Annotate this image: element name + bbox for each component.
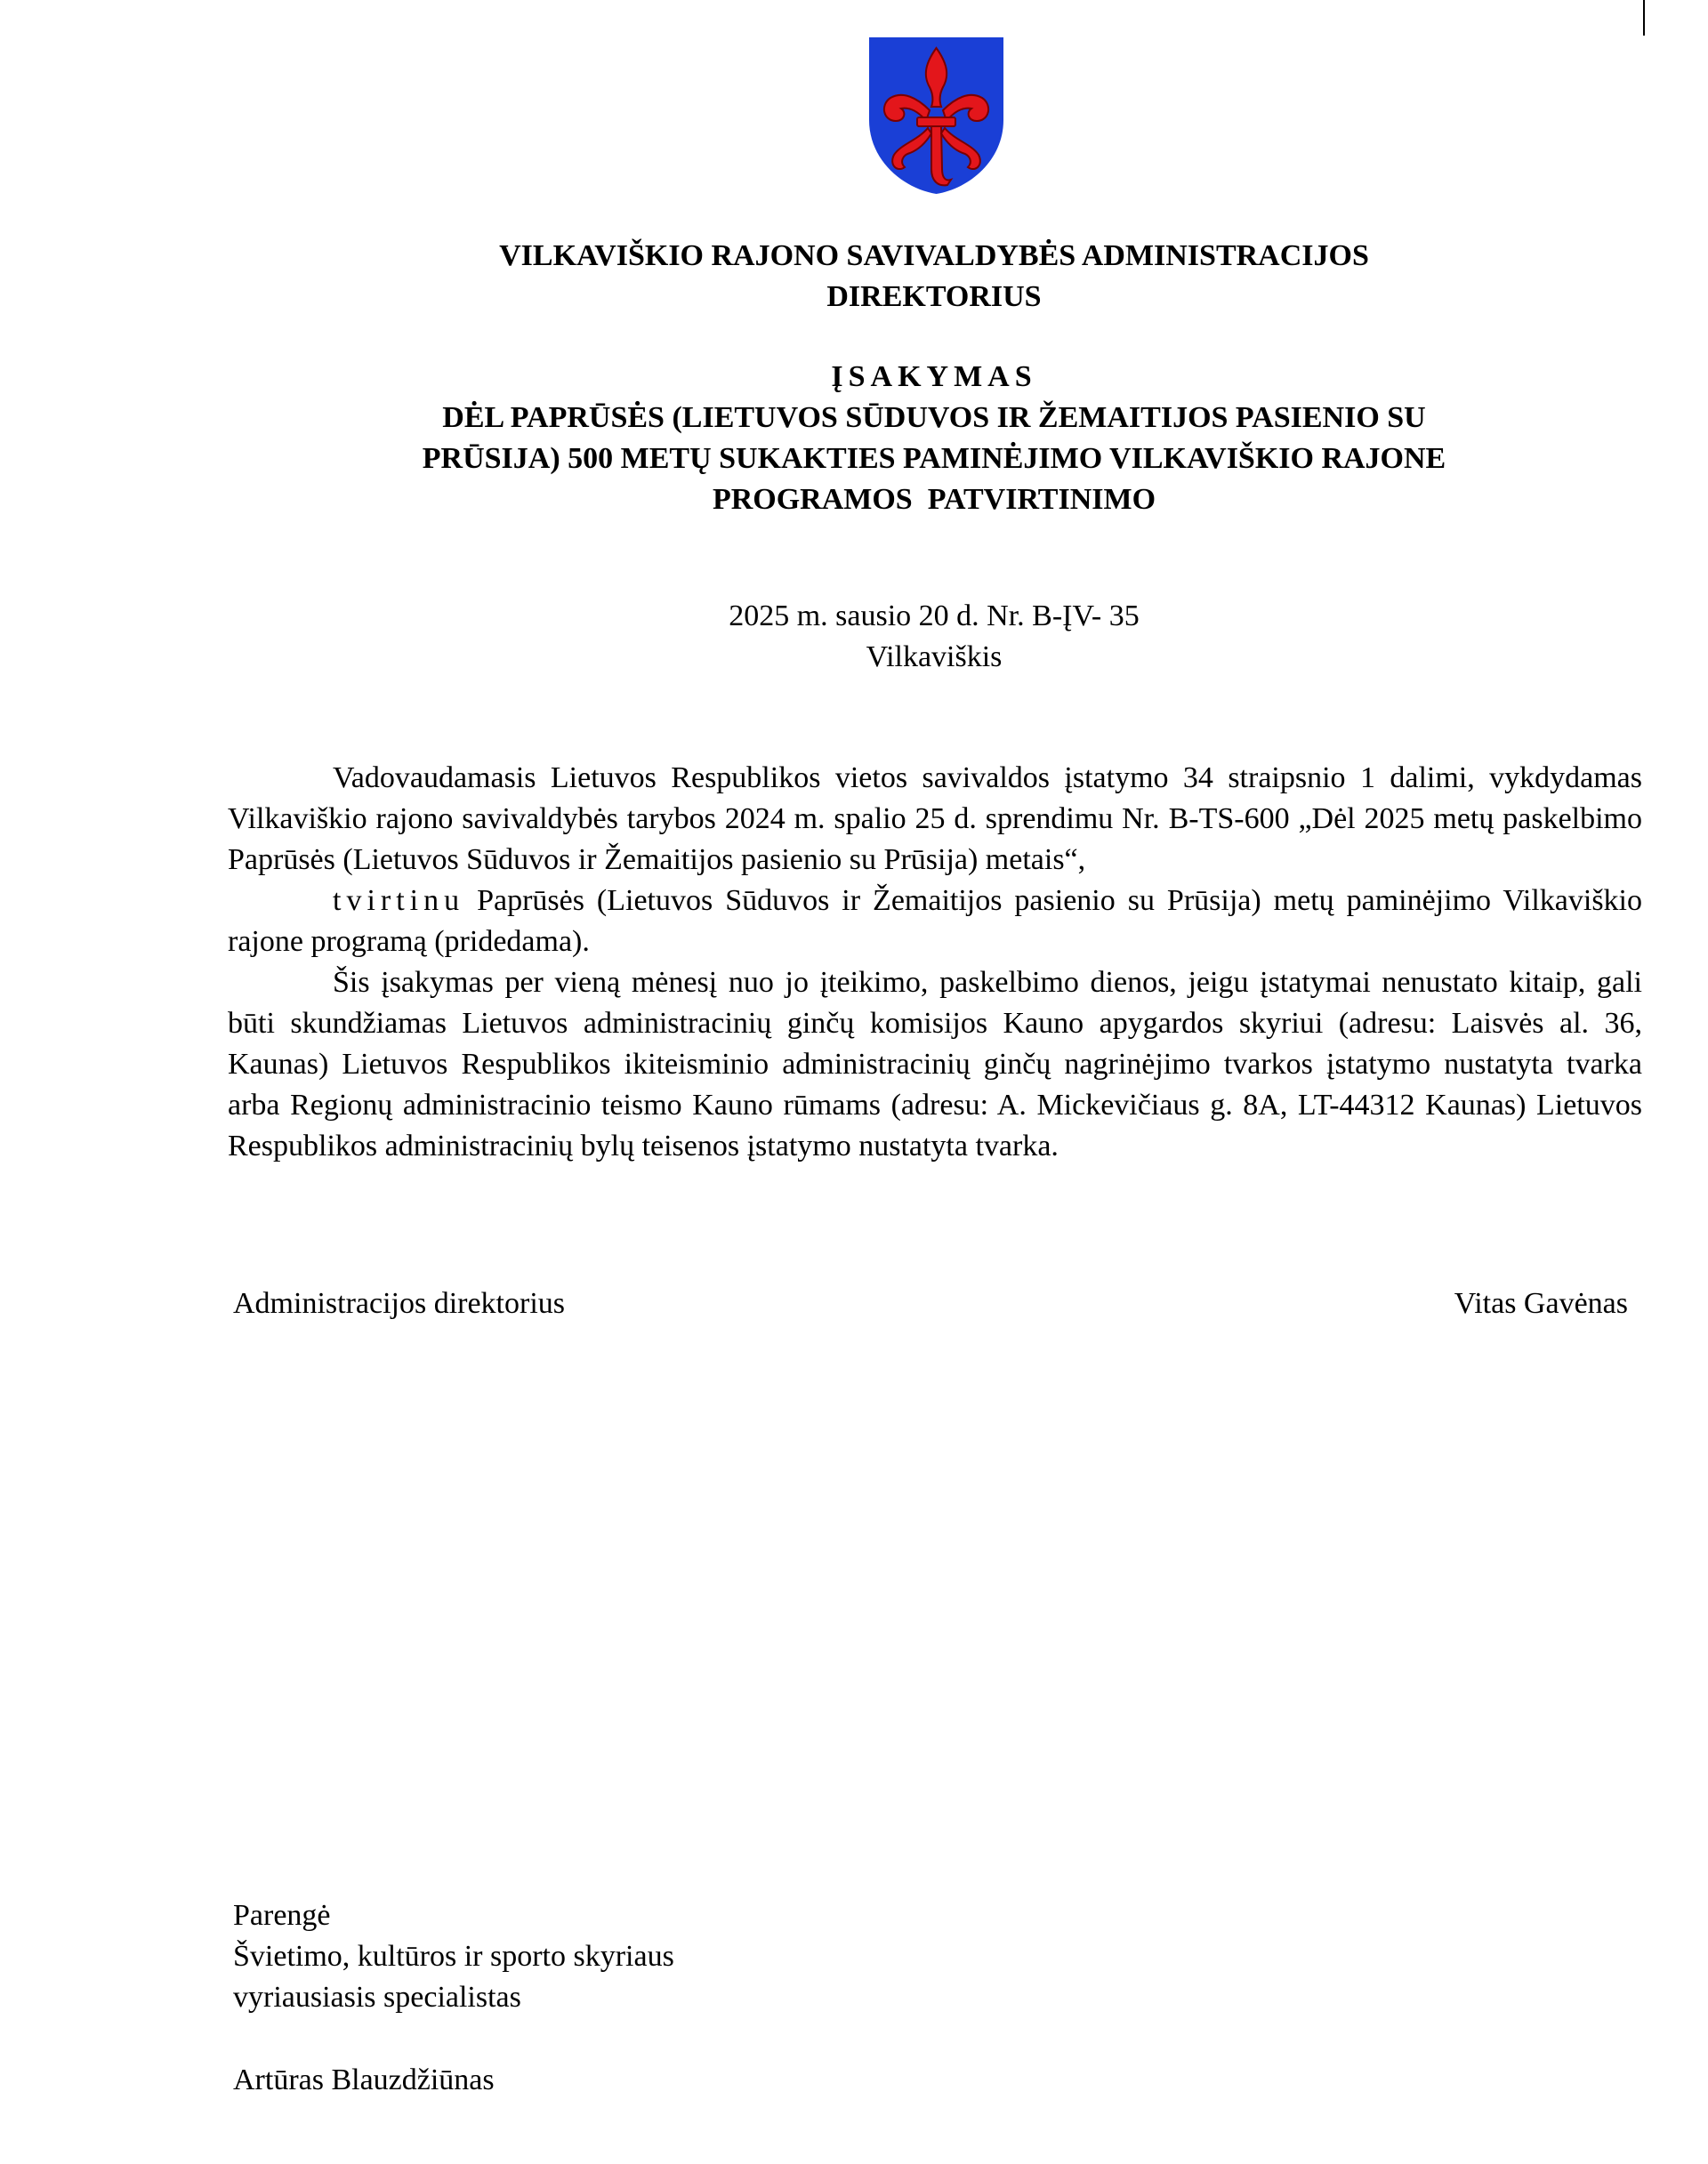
signature-block — [233, 1283, 1628, 1324]
order-type: ĮSAKYMAS — [831, 360, 1037, 393]
order-body — [228, 758, 1642, 1167]
order-date-number: 2025 m. sausio 20 d. Nr. B-ĮV- 35 — [729, 599, 1140, 632]
order-heading — [338, 357, 1530, 520]
signatory-position: Administracijos direktorius — [233, 1287, 566, 1320]
body-paragraph-2 — [228, 881, 1642, 962]
prepared-by-department: Švietimo, kultūros ir sporto skyriaus — [233, 1940, 674, 1973]
text-cursor — [1643, 0, 1645, 36]
order-place: Vilkaviškis — [866, 640, 1003, 673]
order-title-line-3: PROGRAMOS PATVIRTINIMO — [712, 483, 1156, 516]
body-paragraph-3: Šis įsakymas per vieną mėnesį nuo jo įteikimo, paskelbimo dienos, jeigu įstatymai nenustato kitaip, gali būti skundžiamas Lietuvos administracinių ginčų komisijos Kauno apygardos skyriui (adresu: Laisvės al. 36, Kaunas) Lietuvos Respublikos ikiteisminio administracinių ginčų nagrinėjimo tvarkos įstatymo nustatyta tvarka arba Regionų administracinio teismo Kauno rūmams (adresu: A. Mickevičiaus g. 8A, LT-44312 Kaunas) Lietuvos Respublikos administracinių bylų teisenos įstatymo nustatyta tvarka. — [228, 966, 1642, 1162]
prepared-by-block — [233, 1895, 674, 2018]
institution-heading — [338, 236, 1530, 318]
prepared-by-role: vyriausiasis specialistas — [233, 1981, 521, 2014]
coat-of-arms-icon — [867, 36, 1005, 196]
signatory-name: Vitas Gavėnas — [1454, 1287, 1628, 1320]
body-paragraph-2-rest: Paprūsės (Lietuvos Sūduvos ir Žemaitijos pasienio su Prūsija) metų paminėjimo Vilkaviškio rajone programą (pridedama). — [228, 884, 1642, 958]
prepared-by-label: Parengė — [233, 1899, 331, 1932]
institution-line-2: DIREKTORIUS — [826, 280, 1042, 313]
order-title-line-2: PRŪSIJA) 500 METŲ SUKAKTIES PAMINĖJIMO VILKAVIŠKIO RAJONE — [422, 442, 1446, 475]
institution-line-1: VILKAVIŠKIO RAJONO SAVIVALDYBĖS ADMINISTRACIJOS — [499, 239, 1369, 272]
prepared-by-name: Artūras Blauzdžiūnas — [233, 2063, 495, 2096]
body-paragraph-1: Vadovaudamasis Lietuvos Respublikos vietos savivaldos įstatymo 34 straipsnio 1 dalimi, vykdydamas Vilkaviškio rajono savivaldybės tarybos 2024 m. spalio 25 d. sprendimu Nr. B-TS-600 „Dėl 2025 metų paskelbimo Paprūsės (Lietuvos Sūduvos ir Žemaitijos pasienio su Prūsija) metais“, — [228, 761, 1642, 876]
approve-word: tvirtinu — [333, 884, 465, 917]
order-meta — [338, 596, 1530, 678]
order-title-line-1: DĖL PAPRŪSĖS (LIETUVOS SŪDUVOS IR ŽEMAITIJOS PASIENIO SU — [442, 401, 1426, 434]
